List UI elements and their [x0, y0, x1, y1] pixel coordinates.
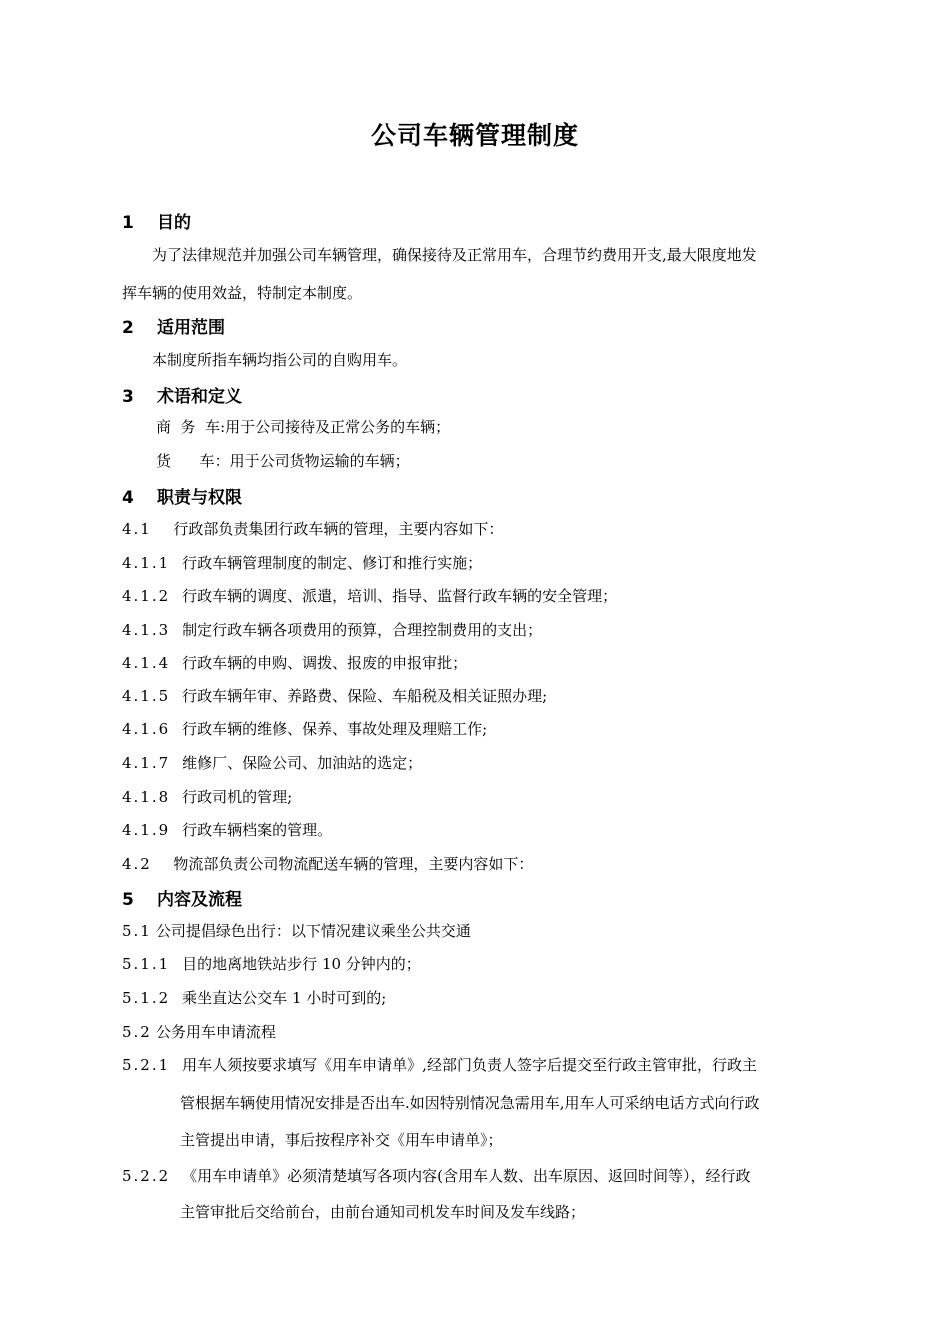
section-title: 内容及流程 [157, 890, 242, 910]
section-title: 术语和定义 [157, 387, 242, 407]
document-title: 公司车辆管理制度 [370, 121, 579, 150]
section-title: 目的 [157, 213, 191, 233]
paragraph-line: 挥车辆的使用效益，特制定本制度。 [122, 284, 363, 302]
section-title: 适用范围 [157, 318, 225, 338]
list-item-continuation: 管根据车辆使用情况安排是否出车.如因特别情况急需用车,用车人可采纳电话方式向行政 [180, 1094, 760, 1112]
list-item: 4.1.5 行政车辆年审、养路费、保险、车船税及相关证照办理; [122, 687, 548, 705]
list-item: 4.1.8 行政司机的管理; [122, 788, 293, 806]
definition-line: 货 车：用于公司货物运输的车辆； [156, 452, 410, 470]
section-heading-2 [122, 313, 225, 338]
list-item: 4.1.1 行政车辆管理制度的制定、修订和推行实施； [122, 554, 483, 572]
section-number: 3 [122, 387, 134, 407]
list-item-continuation: 主管提出申请，事后按程序补交《用车申请单》； [180, 1131, 503, 1149]
section-title: 职责与权限 [157, 488, 242, 508]
list-item: 5.2 公务用车申请流程 [122, 1023, 276, 1041]
paragraph-line: 本制度所指车辆均指公司的自购用车。 [152, 351, 408, 369]
section-number: 5 [122, 890, 134, 910]
list-item: 5.1.2 乘坐直达公交车 1 小时可到的; [122, 989, 387, 1007]
definition-line: 商 务 车:用于公司接待及正常公务的车辆； [156, 418, 451, 436]
list-item: 5.1.1 目的地离地铁站步行 10 分钟内的； [122, 955, 421, 973]
list-item-continuation: 主管审批后交给前台，由前台通知司机发车时间及发车线路； [180, 1203, 586, 1221]
list-item: 5.2.1 用车人须按要求填写《用车申请单》,经部门负责人签字后提交至行政主管审批，行政主 [122, 1056, 757, 1074]
paragraph-line: 为了法律规范并加强公司车辆管理，确保接待及正常用车，合理节约费用开支,最大限度地发 [152, 246, 757, 264]
list-item: 4.1.3 制定行政车辆各项费用的预算，合理控制费用的支出； [122, 621, 543, 639]
section-heading-4 [122, 483, 242, 508]
list-item: 5.1 公司提倡绿色出行：以下情况建议乘坐公共交通 [122, 922, 471, 940]
list-item: 4.1 行政部负责集团行政车辆的管理，主要内容如下： [122, 520, 504, 538]
section-number: 2 [122, 318, 134, 338]
list-item: 4.1.6 行政车辆的维修、保养、事故处理及理赔工作; [122, 720, 488, 738]
list-item: 4.1.9 行政车辆档案的管理。 [122, 821, 333, 839]
section-number: 4 [122, 488, 134, 508]
section-heading-5 [122, 885, 242, 910]
section-number: 1 [122, 213, 134, 233]
section-heading-3 [122, 382, 242, 407]
list-item: 5.2.2 《用车申请单》必须清楚填写各项内容(含用车人数、出车原因、返回时间等），经行政 [122, 1167, 751, 1185]
list-item: 4.1.7 维修厂、保险公司、加油站的选定； [122, 754, 423, 772]
list-item: 4.1.4 行政车辆的申购、调拨、报废的申报审批； [122, 654, 468, 672]
list-item: 4.2 物流部负责公司物流配送车辆的管理，主要内容如下： [122, 855, 534, 873]
section-heading-1 [122, 208, 191, 233]
list-item: 4.1.2 行政车辆的调度、派遣，培训、指导、监督行政车辆的安全管理； [122, 587, 618, 605]
